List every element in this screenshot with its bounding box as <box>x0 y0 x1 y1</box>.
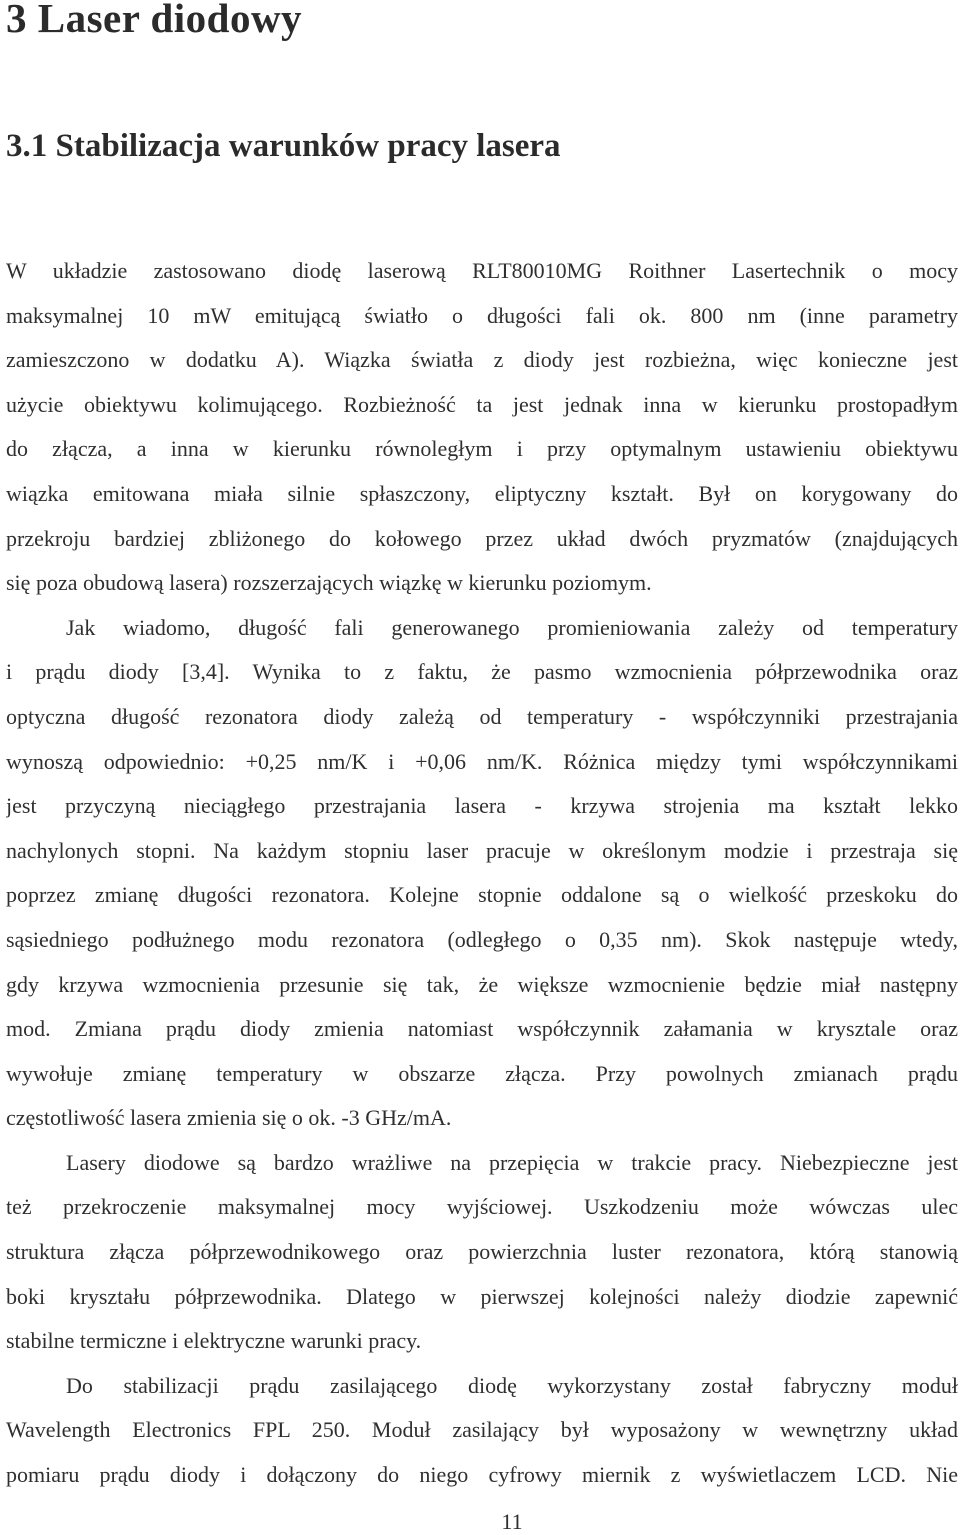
text-line: wynoszą odpowiednio: +0,25 nm/K i +0,06 nm/K. Różnica między tymi współczynnikami <box>6 748 958 774</box>
text-line: Do stabilizacji prądu zasilającego diodę wykorzystany został fabryczny moduł <box>66 1372 958 1398</box>
text-line: Jak wiadomo, długość fali generowanego promieniowania zależy od temperatury <box>66 614 958 640</box>
section-title: 3.1 Stabilizacja warunków pracy lasera <box>6 128 561 164</box>
text-line: wiązka emitowana miała silnie spłaszczony, eliptyczny kształt. Był on korygowany do <box>6 480 958 506</box>
text-line: wywołuje zmianę temperatury w obszarze złącza. Przy powolnych zmianach prądu <box>6 1060 958 1086</box>
text-line: optyczna długość rezonatora diody zależą od temperatury - współczynniki przestrajania <box>6 703 958 729</box>
text-line: W układzie zastosowano diodę laserową RLT80010MG Roithner Lasertechnik o mocy <box>6 258 958 283</box>
text-line: nachylonych stopni. Na każdym stopniu laser pracuje w określonym modzie i przestraja się <box>6 837 958 863</box>
page-number: 11 <box>501 1509 523 1534</box>
text-line: Lasery diodowe są bardzo wrażliwe na przepięcia w trakcie pracy. Niebezpieczne jest <box>66 1149 958 1175</box>
text-line: też przekroczenie maksymalnej mocy wyjściowej. Uszkodzeniu może wówczas ulec <box>6 1194 958 1220</box>
text-line: maksymalnej 10 mW emitującą światło o długości fali ok. 800 nm (inne parametry <box>6 302 958 328</box>
text-line: jest przyczyną nieciągłego przestrajania lasera - krzywa strojenia ma kształt lekko <box>6 793 958 819</box>
body-text <box>6 249 958 1498</box>
text-line: poprzez zmianę długości rezonatora. Kolejne stopnie oddalone są o wielkość przeskoku do <box>6 882 958 908</box>
text-line: boki kryształu półprzewodnika. Dlatego w pierwszej kolejności należy diodzie zapewnić <box>6 1283 958 1309</box>
text-line: do złącza, a inna w kierunku równoległym i przy optymalnym ustawieniu obiektywu <box>6 436 958 462</box>
text-line: struktura złącza półprzewodnikowego oraz powierzchnia luster rezonatora, którą stanowią <box>6 1239 958 1265</box>
text-line: pomiaru prądu diody i dołączony do niego cyfrowy miernik z wyświetlaczem LCD. Nie <box>6 1462 958 1488</box>
chapter-title: 3 Laser diodowy <box>6 0 303 41</box>
text-line: stabilne termiczne i elektryczne warunki pracy. <box>6 1328 422 1354</box>
text-line: użycie obiektywu kolimującego. Rozbieżność ta jest jednak inna w kierunku prostopadłym <box>6 391 958 417</box>
text-line: sąsiedniego podłużnego modu rezonatora (odległego o 0,35 nm). Skok następuje wtedy, <box>6 926 958 952</box>
text-line: się poza obudową lasera) rozszerzających wiązkę w kierunku poziomym. <box>6 570 652 596</box>
text-line: gdy krzywa wzmocnienia przesunie się tak, że większe wzmocnienie będzie miał następny <box>6 971 958 997</box>
text-line: częstotliwość lasera zmienia się o ok. -3 GHz/mA. <box>6 1105 452 1131</box>
text-line: i prądu diody [3,4]. Wynika to z faktu, że pasmo wzmocnienia półprzewodnika oraz <box>6 659 958 685</box>
text-line: mod. Zmiana prądu diody zmienia natomiast współczynnik załamania w krysztale oraz <box>6 1016 958 1042</box>
text-line: Wavelength Electronics FPL 250. Moduł zasilający był wyposażony w wewnętrzny układ <box>6 1417 958 1443</box>
text-line: zamieszczono w dodatku A). Wiązka światła z diody jest rozbieżna, więc konieczne jest <box>6 347 958 373</box>
text-line: przekroju bardziej zbliżonego do kołowego przez układ dwóch pryzmatów (znajdujących <box>6 525 958 551</box>
